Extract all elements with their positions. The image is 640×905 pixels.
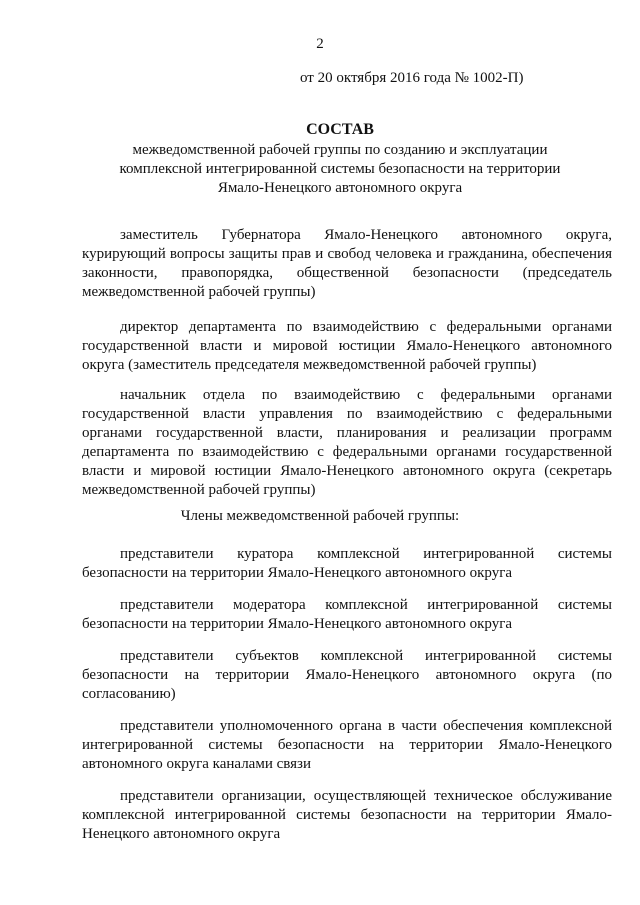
title-line-3: Ямало-Ненецкого автономного округа [217, 180, 463, 196]
document-heading: СОСТАВ [306, 121, 374, 138]
members-heading: Члены межведомственной рабочей группы: [180, 508, 460, 524]
document-reference: от 20 октября 2016 года № 1002-П) [300, 70, 524, 86]
paragraph-secretary: начальник отдела по взаимодействию с федеральными органами государственной власти управления по взаимодействию с федеральными органами государственной власти, планирования и реализации программ департамента по взаимодействию с федеральными органами государственной власти и мировой юстиции Ямало-Ненецкого автономного округа (секретарь межведомственной рабочей группы) [82, 387, 612, 498]
page-number: 2 [316, 36, 324, 52]
member-item-subjects: представители субъектов комплексной интегрированной системы безопасности на территории Ямало-Ненецкого автономного округа (по согласованию) [82, 648, 612, 702]
member-item-curator: представители куратора комплексной интегрированной системы безопасности на территории Ямало-Ненецкого автономного округа [82, 546, 612, 581]
title-line-2: комплексной интегрированной системы безопасности на территории [119, 161, 561, 177]
document-title-block [60, 120, 620, 198]
member-item-authorized-body: представители уполномоченного органа в части обеспечения комплексной интегрированной системы безопасности на территории Ямало-Ненецкого автономного округа каналами связи [82, 718, 612, 772]
paragraph-deputy-chairman: директор департамента по взаимодействию с федеральными органами государственной власти и мировой юстиции Ямало-Ненецкого автономного округа (заместитель председателя межведомственной рабочей группы) [82, 319, 612, 373]
title-line-1: межведомственной рабочей группы по созданию и эксплуатации [132, 142, 548, 158]
paragraph-chairman: заместитель Губернатора Ямало-Ненецкого автономного округа, курирующий вопросы защиты прав и свобод человека и гражданина, обеспечения законности, правопорядка, общественной безопасности (председатель межведомственной рабочей группы) [82, 227, 612, 300]
member-item-moderator: представители модератора комплексной интегрированной системы безопасности на территории Ямало-Ненецкого автономного округа [82, 597, 612, 632]
member-item-maintenance-org: представители организации, осуществляющей техническое обслуживание комплексной интегрированной системы безопасности на территории Ямало-Ненецкого автономного округа [82, 788, 612, 842]
